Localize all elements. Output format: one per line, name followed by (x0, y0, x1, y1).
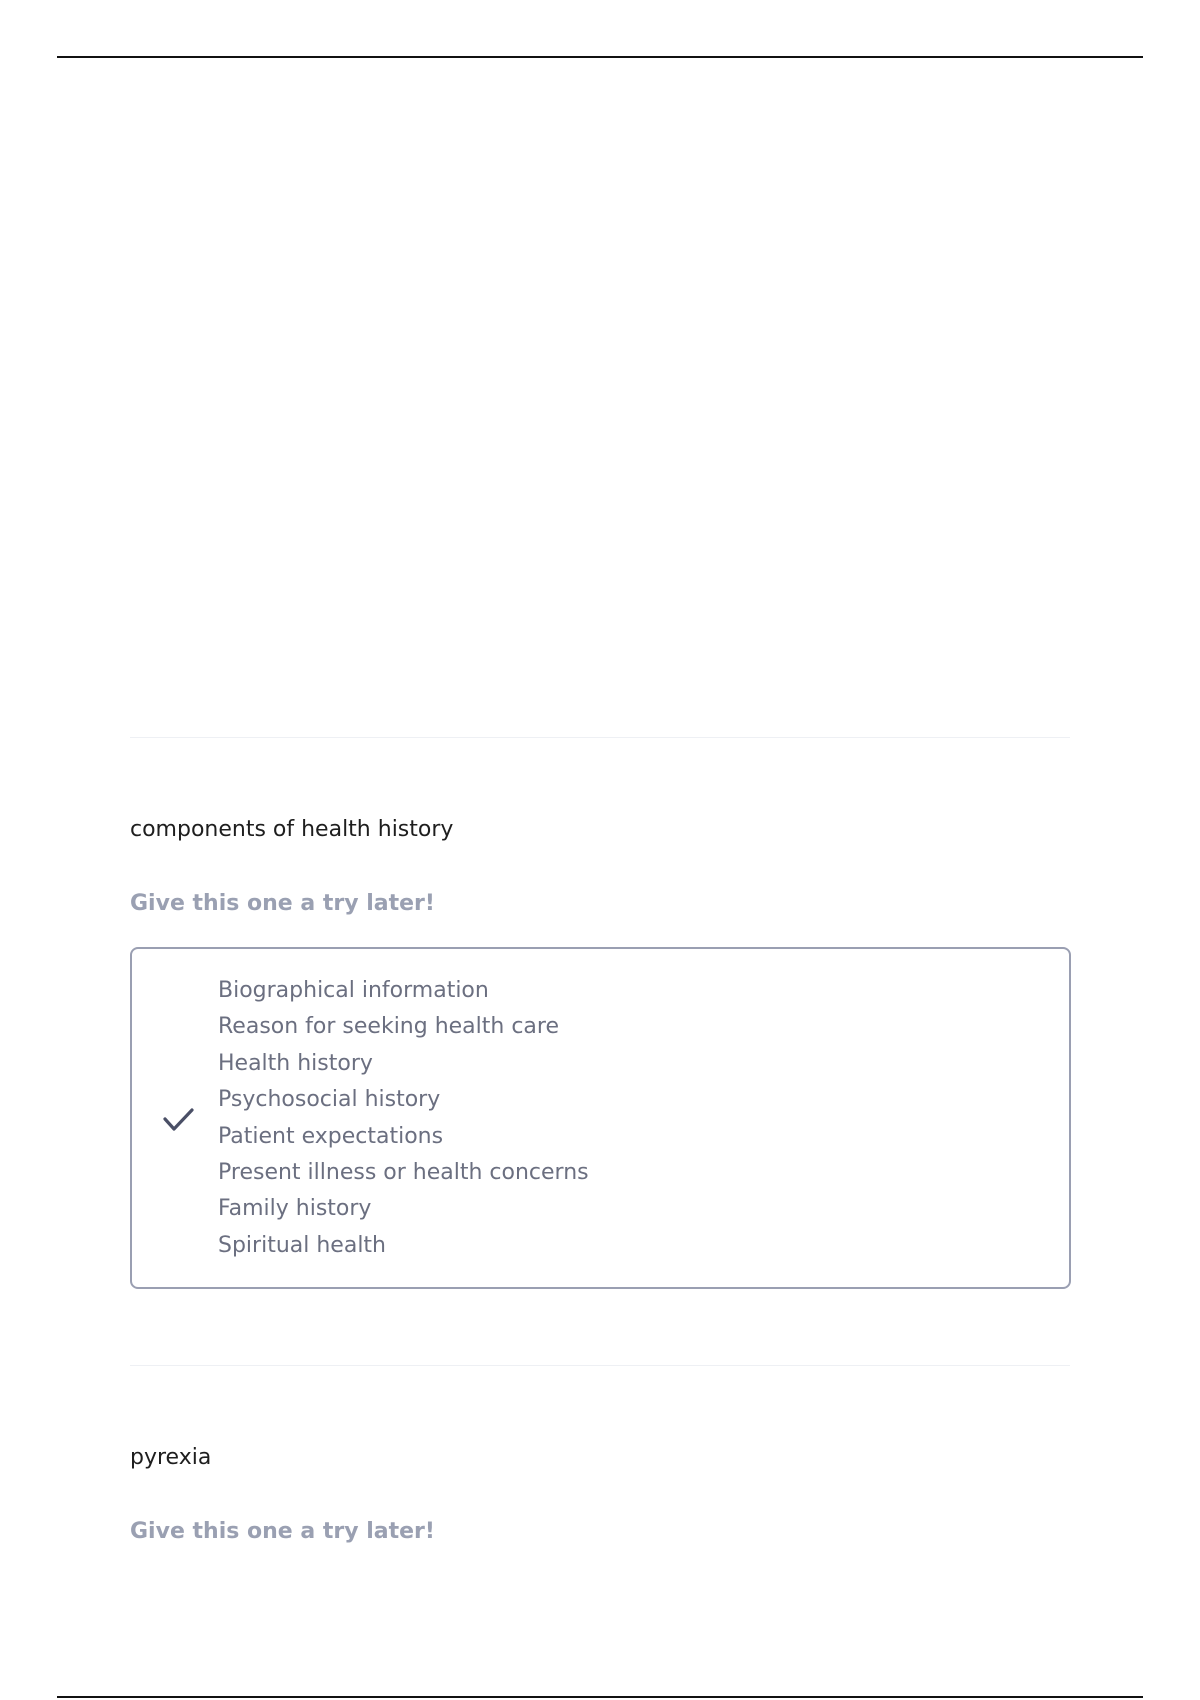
page-top-rule (57, 56, 1143, 58)
try-later-status: Give this one a try later! (130, 891, 435, 916)
answer-card[interactable] (130, 947, 1071, 1289)
answer-item: Family history (218, 1196, 372, 1222)
answer-item: Biographical information (218, 978, 489, 1003)
answer-item: Patient expectations (218, 1123, 444, 1149)
card-term: pyrexia (130, 1445, 212, 1470)
answer-item: Reason for seeking health care (218, 1014, 560, 1040)
section-divider (130, 1365, 1070, 1366)
page-bottom-rule (57, 1696, 1143, 1698)
answer-item: Present illness or health concerns (218, 1160, 589, 1186)
checkmark-icon (160, 1101, 196, 1137)
try-later-status: Give this one a try later! (130, 1519, 435, 1544)
answer-list (218, 973, 589, 1264)
card-term: components of health history (130, 817, 454, 842)
section-divider (130, 737, 1070, 738)
answer-item: Spiritual health (218, 1232, 386, 1258)
answer-item: Health history (218, 1050, 373, 1076)
answer-item: Psychosocial history (218, 1087, 441, 1113)
